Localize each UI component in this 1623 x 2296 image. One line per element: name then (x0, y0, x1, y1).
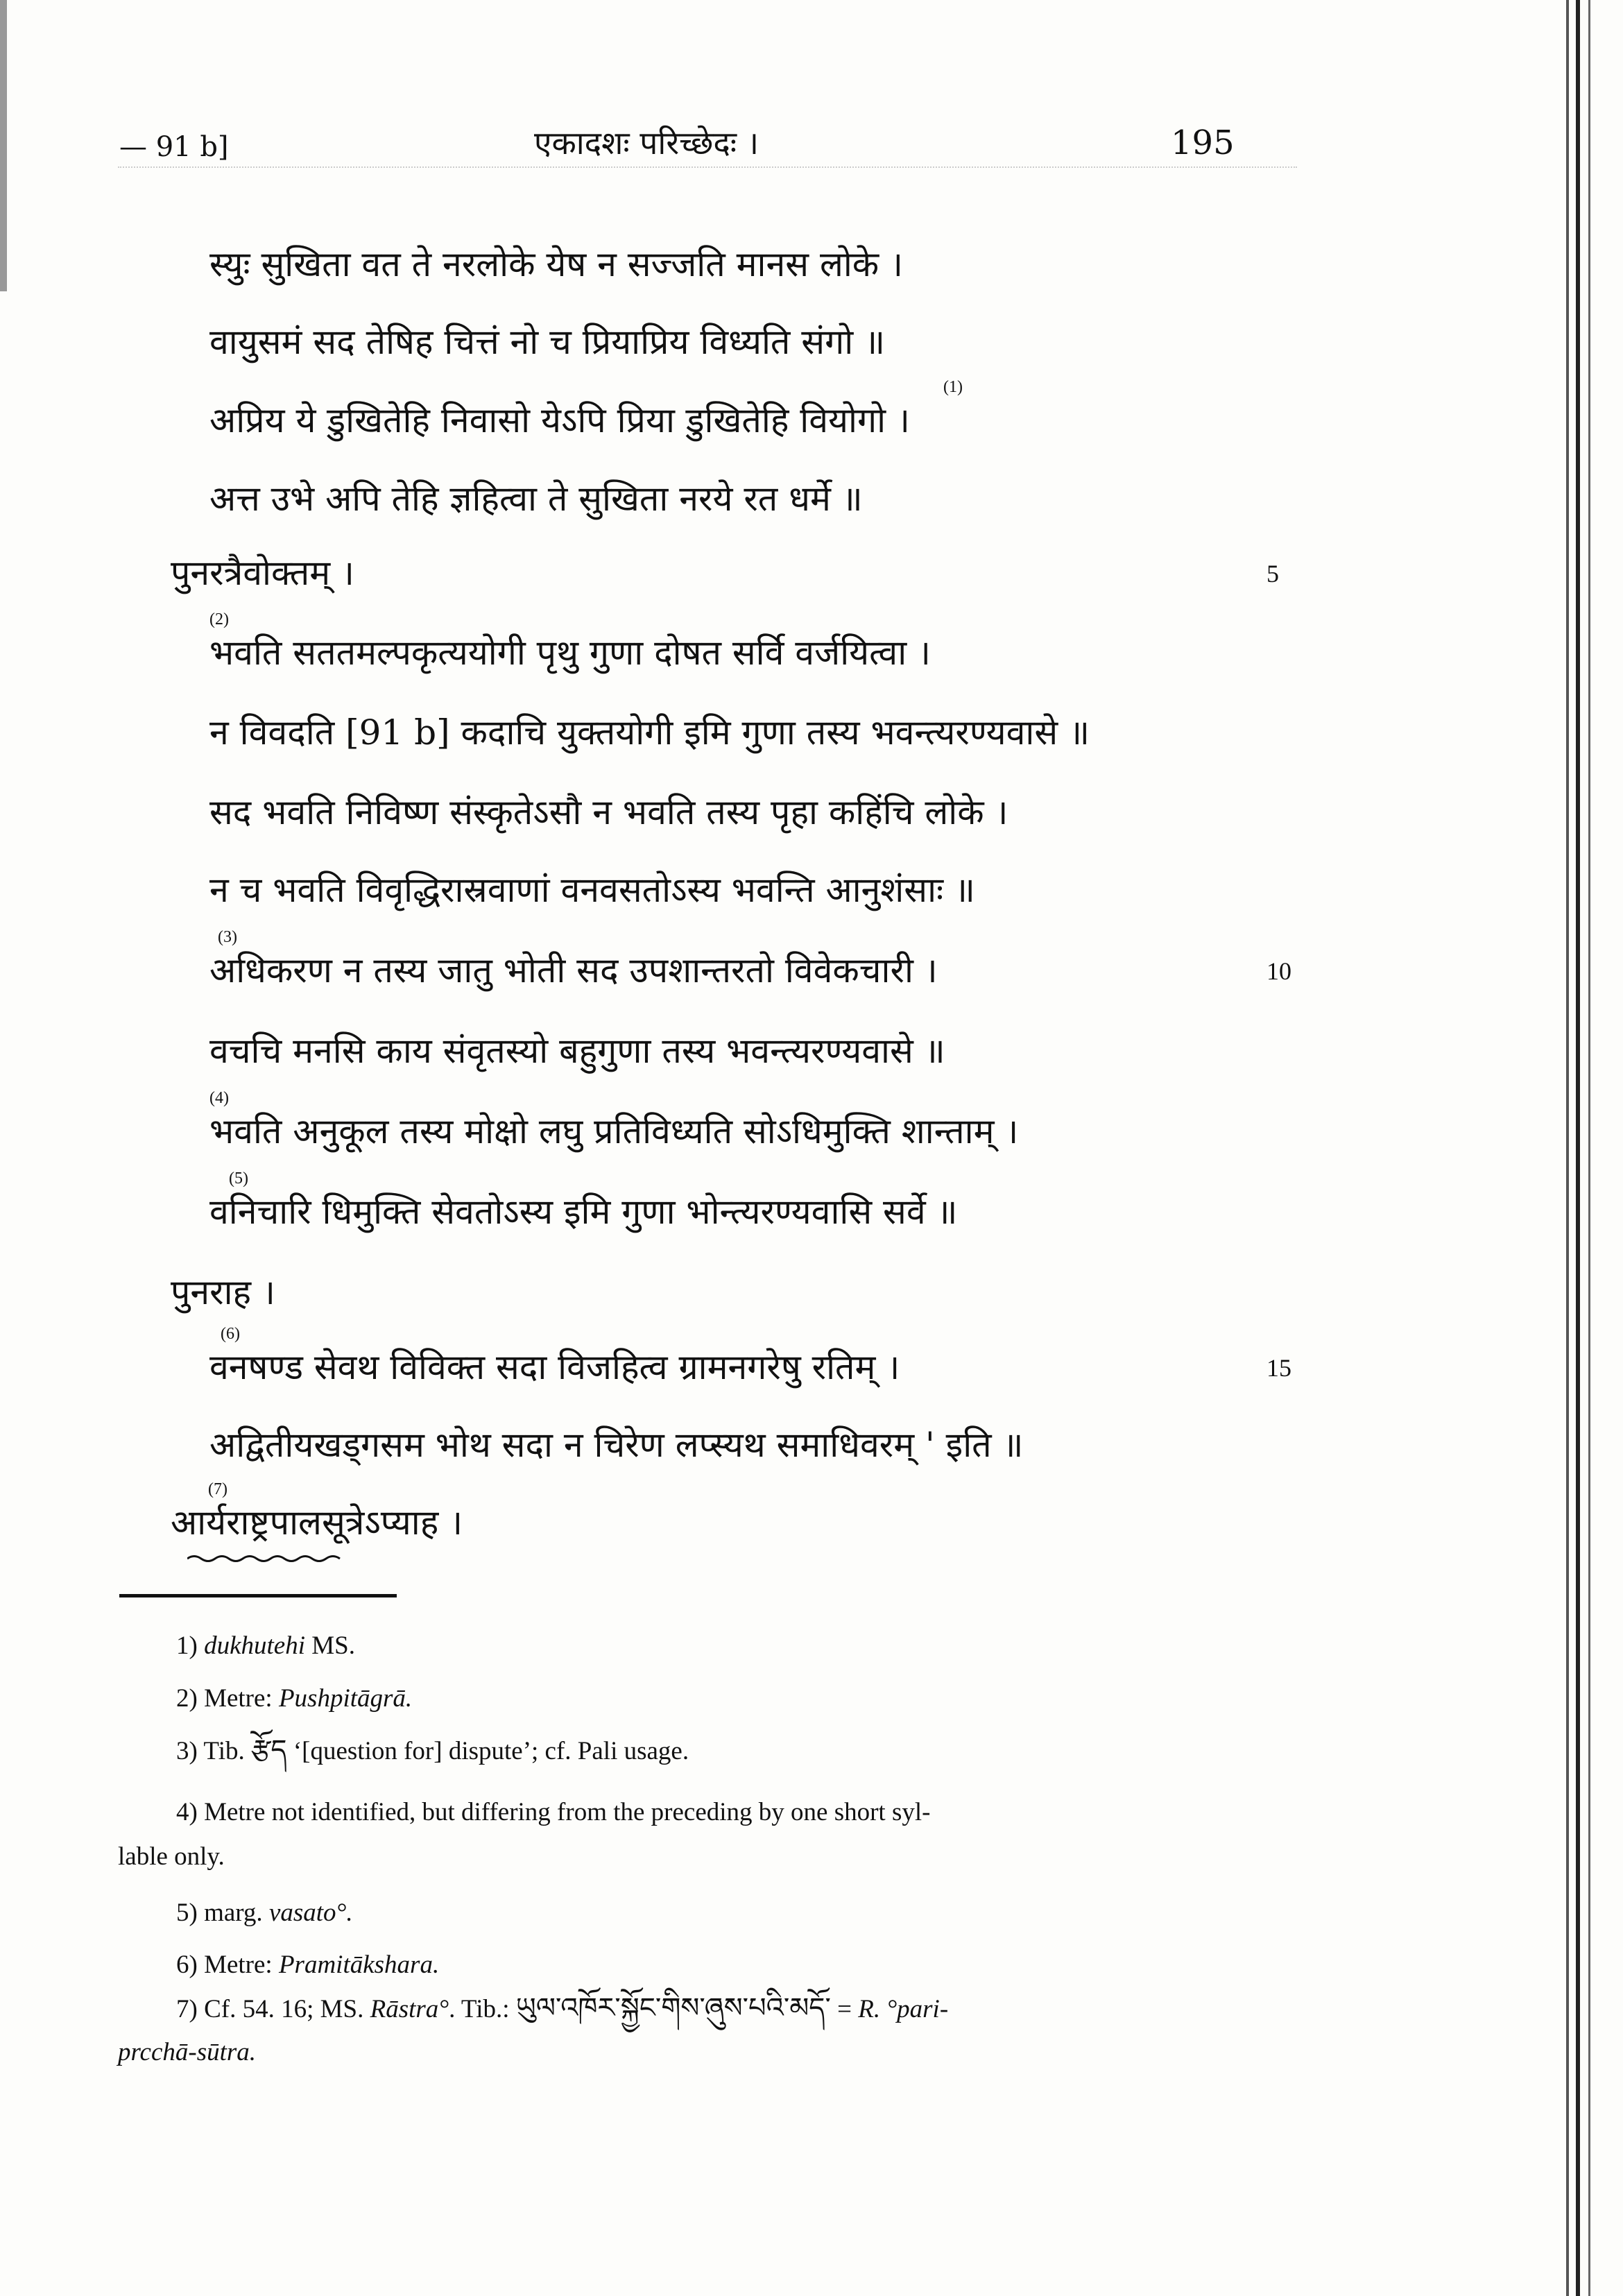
footnote-number: 6) (176, 1951, 198, 1979)
text-line: अद्वितीयखड्गसम भोथ सदा न चिरेण लप्स्यथ समाधिवरम् ' इति ॥ (209, 1425, 1024, 1465)
page-edge-shadow (1576, 0, 1580, 2296)
footnote (176, 1897, 353, 1929)
line-number: 10 (1266, 957, 1291, 985)
footnote-text: MS. (304, 1631, 355, 1660)
text-line: पुनरत्रैवोक्तम् । (171, 553, 354, 593)
text-line: पुनराह । (171, 1272, 275, 1312)
footnote-marker: (3) (218, 928, 237, 946)
footnote-text: . Tib.: (449, 1995, 516, 2023)
running-head-left: — 91 b] (119, 131, 229, 163)
footnote-continuation: prcchā-sūtra. (118, 2038, 257, 2066)
footnote (176, 1630, 355, 1662)
line-number: 5 (1266, 560, 1279, 588)
text-line: वायुसमं सद तेषिह चित्तं नो च प्रियाप्रिय विध्यति संगो ॥ (209, 322, 886, 362)
footnote-number: 5) (176, 1899, 198, 1927)
footnote (176, 1949, 439, 1981)
line-number: 15 (1266, 1354, 1291, 1382)
footnote-continuation: lable only. (118, 1842, 225, 1871)
tibetan-text: རྩོད (251, 1734, 287, 1765)
footnote (176, 1992, 948, 2025)
text-line: अत्त उभे अपि तेहि ज्ञहित्वा ते सुखिता नरये रत धर्मे ॥ (209, 479, 863, 519)
text-line: स्युः सुखिता वत ते नरलोके येष न सज्जति मानस लोके । (209, 244, 904, 284)
footnote-number: 7) (176, 1995, 198, 2023)
text-line: सद भवति निविष्ण संस्कृतेऽसौ न भवति तस्य पृहा कहिंचि लोके । (209, 792, 1008, 832)
footnote-rule (119, 1594, 397, 1597)
text-line: भवति अनुकूल तस्य मोक्षो लघु प्रतिविध्यति सोऽधिमुक्ति शान्ताम् । (209, 1111, 1019, 1151)
footnote-marker: (4) (209, 1089, 229, 1107)
page-edge-shadow (0, 0, 7, 291)
footnote-text: marg. (204, 1899, 269, 1927)
footnote-number: 3) (176, 1737, 198, 1765)
footnote-text: ‘[question for] dispute’; cf. Pali usage. (286, 1737, 689, 1765)
footnote-number: 2) (176, 1684, 198, 1713)
footnote-marker: (6) (221, 1325, 240, 1343)
footnote-text: vasato°. (268, 1899, 353, 1927)
text-line: अप्रिय ये डुखितेहि निवासो येऽपि प्रिया डुखितेहि वियोगो । (209, 400, 910, 440)
text-line: आर्यराष्ट्रपालसूत्रेऽप्याह । (171, 1502, 463, 1543)
tibetan-text: ཡུལ་འཁོར་སྐྱོང་གིས་ཞུས་པའི་མདོ་ (515, 1992, 831, 2023)
footnote-marker: (2) (209, 610, 229, 628)
footnote-number: 4) (176, 1798, 198, 1826)
page-edge-shadow (1588, 0, 1590, 2296)
wavy-underline (187, 1554, 347, 1563)
text-line: वनिचारि धिमुक्ति सेवतोऽस्य इमि गुणा भोन्त्यरण्यवासि सर्वे ॥ (209, 1192, 958, 1232)
footnote (176, 1734, 689, 1767)
page-edge-shadow (1566, 0, 1569, 2296)
text-line: न विवदति [91 b] कदाचि युक्तयोगी इमि गुणा तस्य भवन्त्यरण्यवासे ॥ (209, 712, 1090, 753)
footnote-marker: (7) (208, 1480, 227, 1498)
footnote-text: Tib. (203, 1737, 252, 1765)
header-guide (118, 166, 1297, 168)
footnote-text: R. °pari- (858, 1995, 949, 2023)
text-line: भवति सततमल्पकृत्ययोगी पृथु गुणा दोषत सर्वि वर्जयित्वा । (209, 633, 931, 673)
footnote (176, 1797, 930, 1828)
footnote-marker: (5) (229, 1170, 248, 1188)
footnote-text: Rāstra° (370, 1995, 449, 2023)
footnote-text: Metre: (204, 1951, 279, 1979)
footnote-text: Metre: (204, 1684, 279, 1713)
text-line: वचचि मनसि काय संवृतस्यो बहुगुणा तस्य भवन्त्यरण्यवासे ॥ (209, 1031, 945, 1071)
text-line: वनषण्ड सेवथ विविक्त सदा विजहित्व ग्रामनगरेषु रतिम् । (209, 1347, 900, 1387)
footnote-text: dukhutehi (204, 1631, 305, 1660)
footnote-marker: (1) (943, 378, 963, 396)
footnote-text: = (830, 1995, 859, 2023)
footnote-text: Pushpitāgrā. (278, 1684, 413, 1713)
footnote-number: 1) (176, 1631, 198, 1660)
footnote-text: Metre not identified, but differing from the preceding by one short syl- (204, 1798, 931, 1826)
running-head-title: एकादशः परिच्छेदः । (534, 124, 759, 162)
text-line: अधिकरण न तस्य जातु भोती सद उपशान्तरतो विवेकचारी । (209, 950, 938, 991)
footnote (176, 1683, 412, 1715)
page-number: 195 (1171, 123, 1235, 162)
footnote-text: Pramitākshara. (278, 1951, 440, 1979)
footnote-text: Cf. 54. 16; MS. (204, 1995, 370, 2023)
text-line: न च भवति विवृद्धिरास्रवाणां वनवसतोऽस्य भवन्ति आनुशंसाः ॥ (209, 870, 976, 910)
